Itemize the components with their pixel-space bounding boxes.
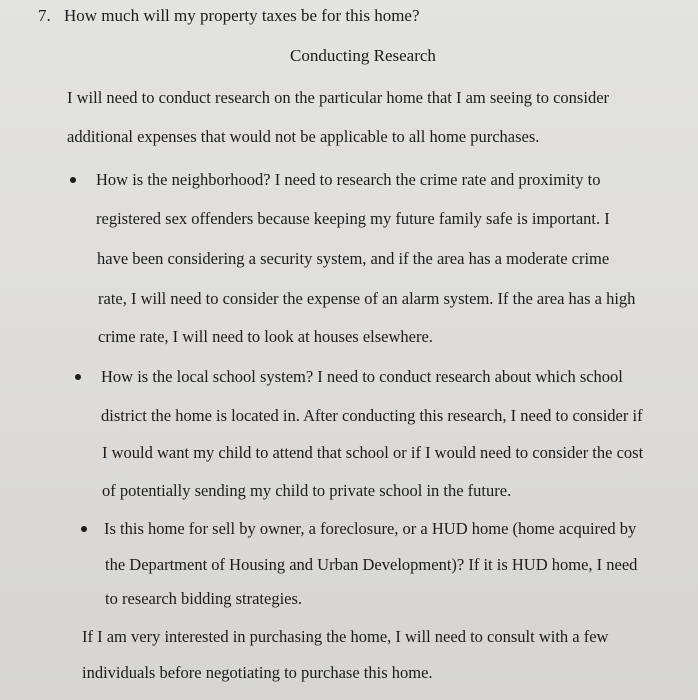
question-number: 7.	[38, 6, 51, 25]
bullet-3-line-1: Is this home for sell by owner, a foreclosure, or a HUD home (home acquired by	[104, 519, 637, 538]
question-text: How much will my property taxes be for this home?	[64, 6, 420, 25]
bullet-2-line-3: I would want my child to attend that school or if I would need to consider the cost	[102, 443, 644, 462]
bullet-2-line-2: district the home is located in. After conducting this research, I need to consider if	[101, 406, 643, 425]
bullet-1-line-5: crime rate, I will need to look at houses elsewhere.	[98, 327, 433, 346]
bullet-1-line-2: registered sex offenders because keeping my future family safe is important. I	[96, 209, 610, 228]
bullet-1-line-3: have been considering a security system, and if the area has a moderate crime	[97, 249, 610, 268]
bullet-1-line-4: rate, I will need to consider the expense of an alarm system. If the area has a high	[98, 289, 636, 308]
closing-line-2: individuals before negotiating to purchase this home.	[82, 663, 433, 682]
bullet-2-line-4: of potentially sending my child to private school in the future.	[102, 481, 512, 500]
bullet-marker-1	[70, 177, 76, 183]
bullet-2-line-1: How is the local school system? I need to conduct research about which school	[101, 367, 623, 386]
bullet-3-line-2: the Department of Housing and Urban Development)? If it is HUD home, I need	[105, 555, 638, 574]
question-line	[38, 6, 420, 26]
bullet-1-line-1: How is the neighborhood? I need to research the crime rate and proximity to	[96, 170, 601, 189]
section-heading: Conducting Research	[290, 46, 436, 65]
closing-line-1: If I am very interested in purchasing the home, I will need to consult with a few	[82, 627, 609, 646]
intro-line-1: I will need to conduct research on the particular home that I am seeing to consider	[67, 88, 610, 107]
bullet-marker-3	[81, 526, 87, 532]
bullet-marker-2	[75, 374, 81, 380]
bullet-3-line-3: to research bidding strategies.	[105, 589, 303, 608]
intro-line-2: additional expenses that would not be applicable to all home purchases.	[67, 127, 540, 146]
